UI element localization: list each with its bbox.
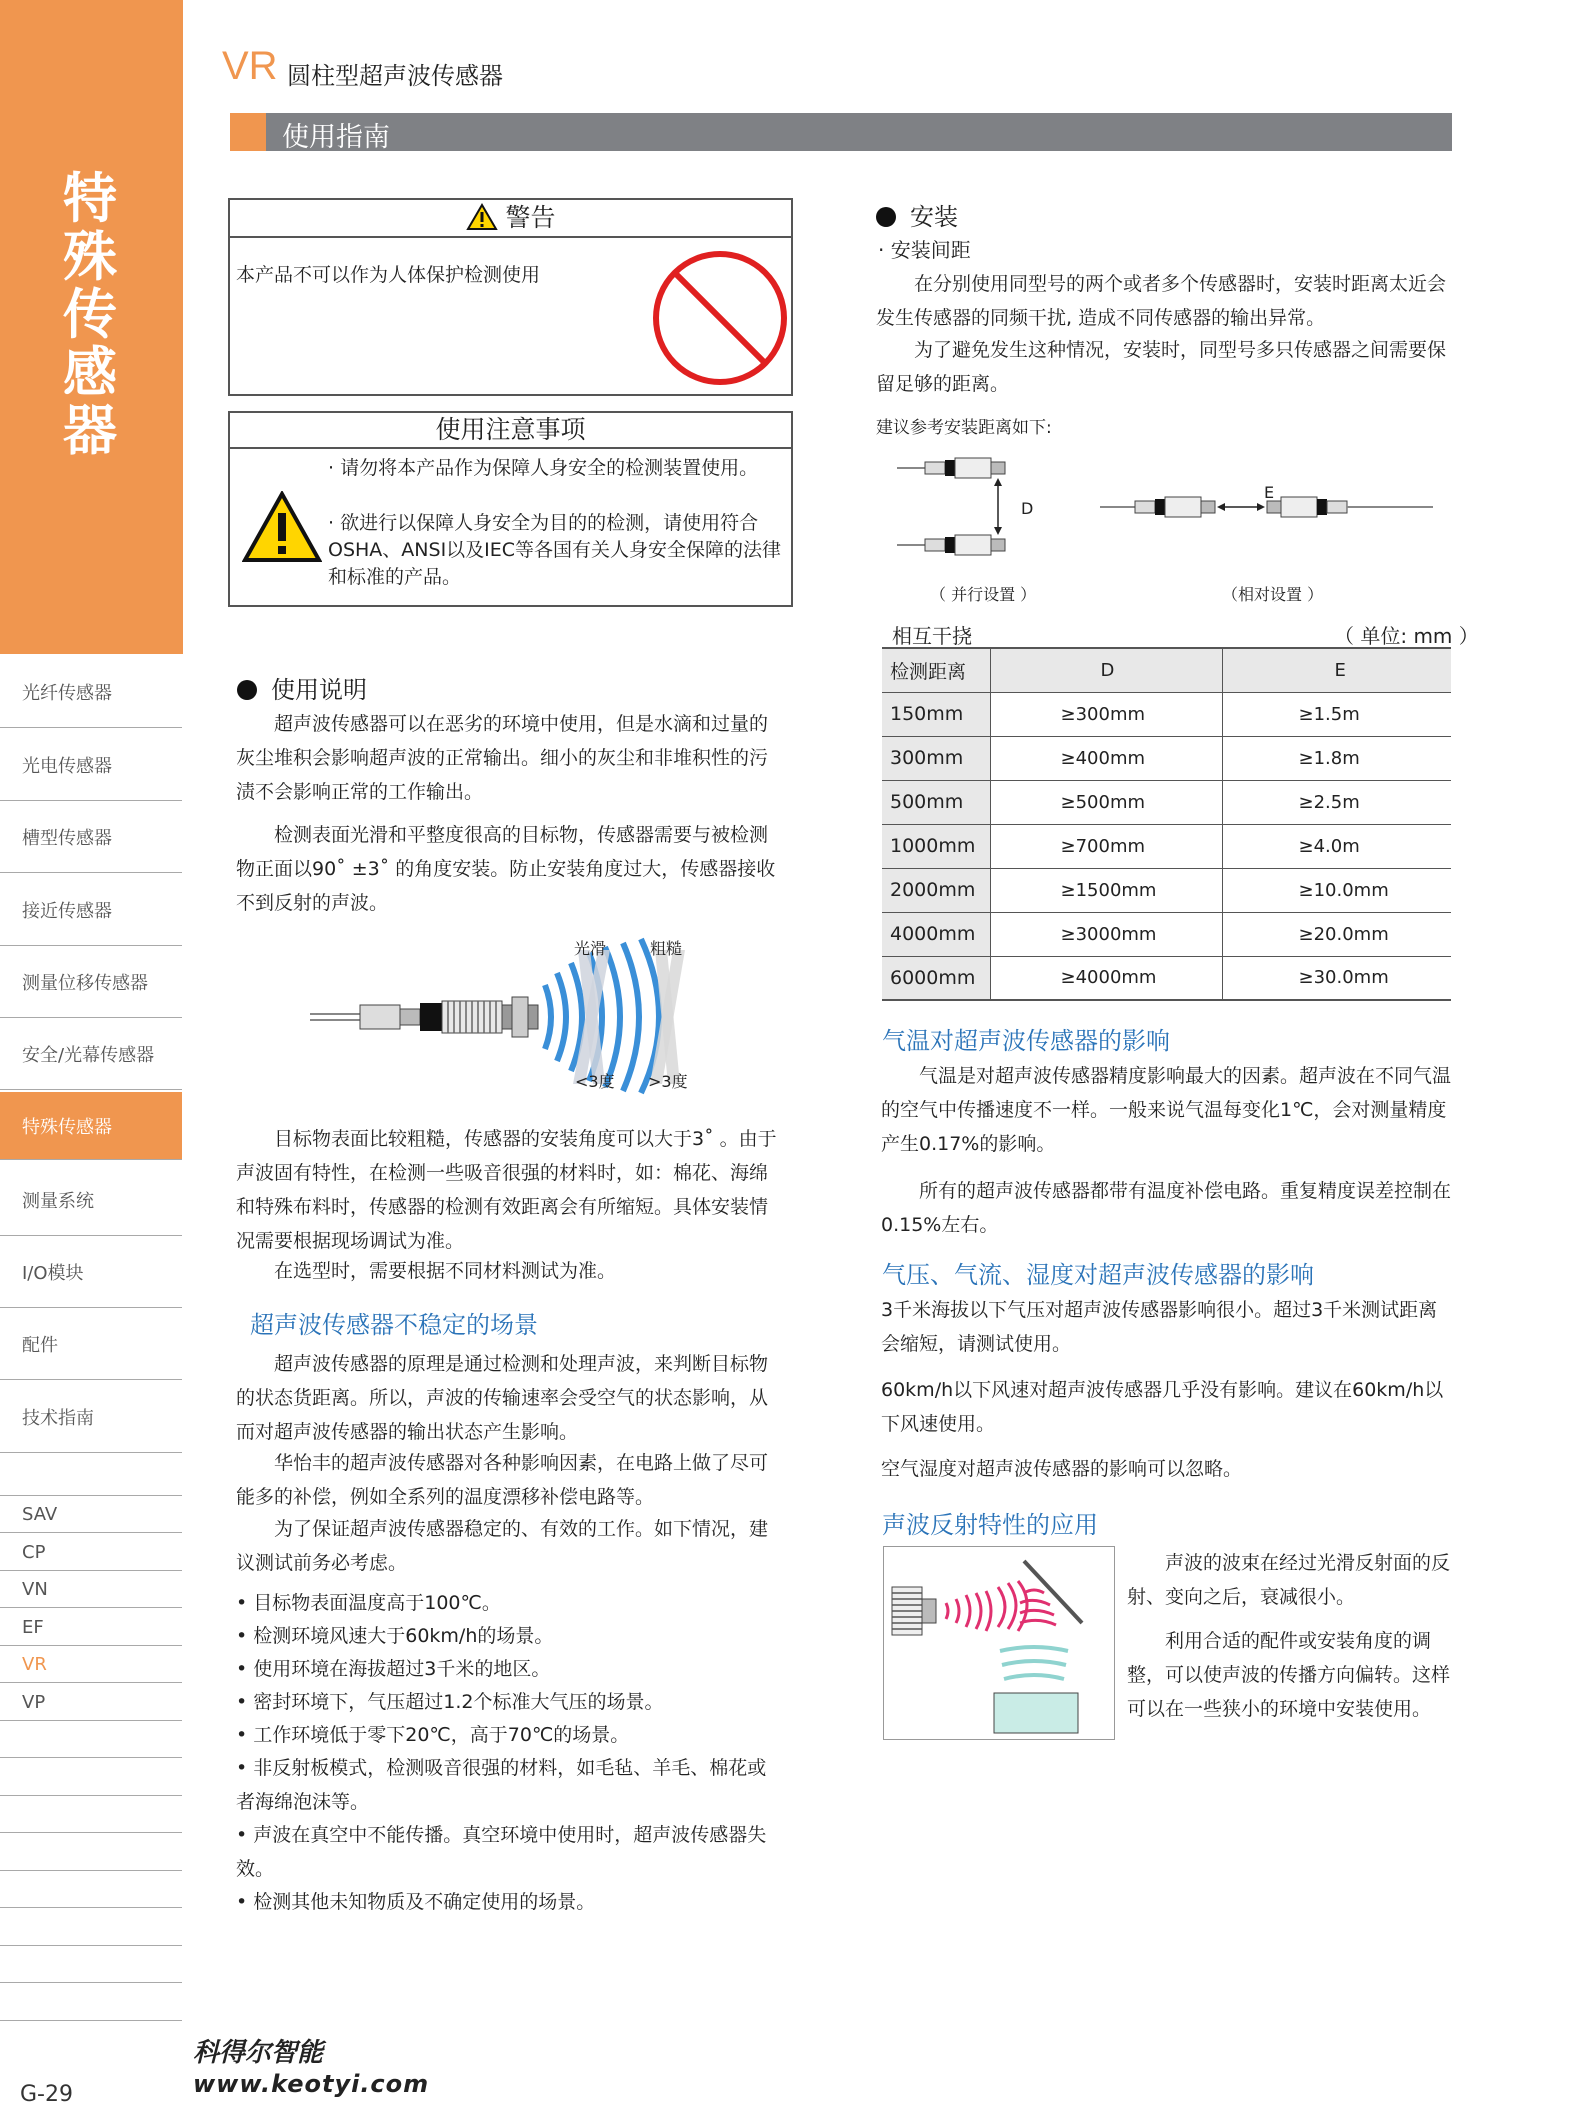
table-cell: 6000mm <box>882 956 990 1000</box>
table-cell: ≥2.5m <box>1222 780 1451 824</box>
reflection-figure-frame <box>883 1546 1115 1740</box>
table-cell: ≥3000mm <box>990 912 1222 956</box>
table-cell: ≥30.0mm <box>1222 956 1451 1000</box>
unstable-bullet: • 检测其他未知物质及不确定使用的场景。 <box>236 1891 596 1913</box>
table-cell: ≥400mm <box>990 736 1222 780</box>
caution-item: · 欲进行以保障人身安全为目的的检测，请使用符合OSHA、ANSI以及IEC等各国有关人身安全保障的法律和标准的产品。 <box>328 512 782 588</box>
table-row <box>882 912 1451 956</box>
table-cell: 150mm <box>882 692 990 736</box>
table-cell: ≥20.0mm <box>1222 912 1451 956</box>
warning-box <box>228 198 793 396</box>
caption-opposite: （相对设置 ） <box>1222 585 1324 604</box>
sidebar-sub-label: SAV <box>22 1503 58 1525</box>
sidebar-item-label: 测量系统 <box>22 1190 94 1212</box>
table-cell: 500mm <box>882 780 990 824</box>
caution-item: · 请勿将本产品作为保障人身安全的检测装置使用。 <box>328 457 759 479</box>
sidebar-item-photoelectric[interactable] <box>0 729 182 801</box>
sidebar-item-safety[interactable] <box>0 1018 182 1090</box>
unstable-bullet: • 目标物表面温度高于100℃。 <box>236 1592 501 1614</box>
table-cell: ≥1.5m <box>1222 692 1451 736</box>
caution-box-header: 使用注意事项 <box>230 413 791 449</box>
header-model: VR <box>222 44 278 88</box>
table-unit: （ 单位: mm ） <box>1334 624 1479 648</box>
table-row <box>882 956 1451 1000</box>
table-header-row <box>882 648 1451 692</box>
table-header-cell: 检测距离 <box>882 648 990 692</box>
sidebar-item-label: 槽型传感器 <box>22 827 112 849</box>
sidebar-sub-ef[interactable] <box>0 1609 182 1646</box>
sidebar-sub-vn[interactable] <box>0 1571 182 1608</box>
sidebar-sub-vp[interactable] <box>0 1684 182 1721</box>
watermark-brand: 科得尔智能 <box>193 2038 324 2068</box>
temperature-paragraph: 气温是对超声波传感器精度影响最大的因素。超声波在不同气温的空气中传播速度不一样。一般来说气温每变化1℃，会对测量精度产生0.17%的影响。 <box>881 1065 1452 1155</box>
table-row <box>882 736 1451 780</box>
sidebar-item-displacement[interactable] <box>0 946 182 1018</box>
install-subheading: · 安装间距 <box>878 238 971 262</box>
unstable-bullet: • 声波在真空中不能传播。真空环境中使用时，超声波传感器失效。 <box>236 1824 767 1880</box>
sidebar-divider <box>0 1982 182 1983</box>
table-cell: ≥700mm <box>990 824 1222 868</box>
unstable-paragraph: 超声波传感器的原理是通过检测和处理声波，来判断目标物的状态货距离。所以，声波的传输速率会受空气的状态影响，从而对超声波传感器的输出状态产生影响。 <box>236 1353 769 1443</box>
unstable-bullet: • 密封环境下，气压超过1.2个标准大气压的场景。 <box>236 1691 664 1713</box>
usage-heading <box>237 670 367 705</box>
table-row <box>882 692 1451 736</box>
section-title: 使用指南 <box>282 122 390 153</box>
sidebar-divider <box>0 1870 182 1871</box>
figure-label-d: D <box>1021 499 1034 518</box>
table-cell: ≥4000mm <box>990 956 1222 1000</box>
interference-table <box>882 647 1451 1001</box>
table-cell: 300mm <box>882 736 990 780</box>
figure-label-lt3: <3度 <box>575 1072 615 1091</box>
install-heading <box>876 197 958 232</box>
sidebar-sub-label: EF <box>22 1616 44 1638</box>
sidebar-item-measurement[interactable] <box>0 1164 182 1236</box>
table-row <box>882 780 1451 824</box>
figure-label-e: E <box>1264 483 1275 502</box>
sidebar-item-label: 技术指南 <box>22 1407 94 1429</box>
install-heading-text: 安装 <box>910 203 958 231</box>
pressure-paragraph: 3千米海拔以下气压对超声波传感器影响很小。超过3千米测试距离会缩短，请测试使用。 <box>881 1299 1438 1355</box>
sidebar-item-proximity[interactable] <box>0 874 182 946</box>
header-product-name: 圆柱型超声波传感器 <box>287 62 503 90</box>
install-paragraph: 建议参考安装距离如下: <box>876 418 1052 438</box>
sidebar-divider <box>0 1907 182 1908</box>
sidebar-item-label: 测量位移传感器 <box>22 972 148 994</box>
sensor-parallel-top <box>897 458 1005 478</box>
figure-label-smooth: 光滑 <box>574 939 607 958</box>
sidebar-item-special[interactable] <box>0 1092 182 1160</box>
sidebar-sub-vr[interactable] <box>0 1646 182 1683</box>
sensor-angle-figure <box>305 935 765 1095</box>
caution-box <box>228 411 793 607</box>
reflection-heading: 声波反射特性的应用 <box>882 1511 1098 1539</box>
unstable-paragraph: 华怡丰的超声波传感器对各种影响因素，在电路上做了尽可能多的补偿，例如全系列的温度漂移补偿电路等。 <box>236 1452 769 1508</box>
table-cell: 2000mm <box>882 868 990 912</box>
temperature-heading: 气温对超声波传感器的影响 <box>882 1027 1170 1055</box>
unstable-bullet: • 使用环境在海拔超过3千米的地区。 <box>236 1658 551 1680</box>
pressure-paragraph: 空气湿度对超声波传感器的影响可以忽略。 <box>881 1458 1243 1480</box>
table-header-cell: E <box>1222 648 1451 692</box>
sidebar-item-fiber[interactable] <box>0 656 182 728</box>
sidebar-item-accessories[interactable] <box>0 1308 182 1380</box>
unstable-paragraph: 为了保证超声波传感器稳定的、有效的工作。如下情况，建议测试前务必考虑。 <box>236 1518 769 1574</box>
sensor-opposite-left <box>1100 497 1215 517</box>
pressure-paragraph: 60km/h以下风速对超声波传感器几乎没有影响。建议在60km/h以下风速使用。 <box>881 1379 1444 1435</box>
reflection-figure <box>884 1547 1114 1739</box>
sidebar-sub-sav[interactable] <box>0 1496 182 1533</box>
pressure-heading: 气压、气流、湿度对超声波传感器的影响 <box>882 1261 1314 1289</box>
sensor-parallel-bottom <box>897 535 1005 555</box>
sidebar-divider <box>0 1832 182 1833</box>
bullet-dot-icon <box>237 680 257 700</box>
sidebar-divider <box>0 1795 182 1796</box>
warning-text: 本产品不可以作为人体保护检测使用 <box>236 264 541 286</box>
figure-label-rough: 粗糙 <box>650 939 683 958</box>
usage-paragraph: 检测表面光滑和平整度很高的目标物，传感器需要与被检测物正面以90˚ ±3˚ 的角度安装。防止安装角度过大，传感器接收不到反射的声波。 <box>236 824 776 914</box>
reflection-paragraph: 声波的波束在经过光滑反射面的反射、变向之后，衰减很小。 <box>1127 1552 1451 1608</box>
table-cell: ≥10.0mm <box>1222 868 1451 912</box>
sidebar-item-label: 光电传感器 <box>22 755 112 777</box>
temperature-paragraph: 所有的超声波传感器都带有温度补偿电路。重复精度误差控制在0.15%左右。 <box>881 1180 1452 1236</box>
sidebar-item-io[interactable] <box>0 1236 182 1308</box>
sidebar-category-title: 特殊传感器 <box>63 167 117 462</box>
page-number: G-29 <box>20 2082 73 2107</box>
table-cell: 4000mm <box>882 912 990 956</box>
section-bar-accent <box>230 113 266 151</box>
sidebar-item-label: 配件 <box>22 1334 58 1356</box>
sidebar-sub-label: CP <box>22 1541 46 1563</box>
table-header-cell: D <box>990 648 1222 692</box>
table-row <box>882 824 1451 868</box>
usage-paragraph: 目标物表面比较粗糙，传感器的安装角度可以大于3˚ 。由于声波固有特性，在检测一些吸音很强的材料时，如：棉花、海绵和特殊布料时，传感器的检测有效距离会有所缩短。具体安装情况需要根据现场调试为准。 <box>236 1128 777 1252</box>
table-title: 相互干挠 <box>892 624 972 648</box>
install-paragraph: 在分别使用同型号的两个或者多个传感器时，安装时距离太近会发生传感器的同频干扰, 造成不同传感器的输出异常。 <box>876 273 1447 329</box>
warning-triangle-icon <box>466 203 498 231</box>
caption-parallel: （ 并行设置 ） <box>930 585 1037 604</box>
unstable-bullet: • 工作环境低于零下20℃，高于70℃的场景。 <box>236 1724 630 1746</box>
watermark-url: www.keotyi.com <box>193 2070 430 2098</box>
install-distance-figure <box>895 450 1435 565</box>
sidebar-divider <box>0 1757 182 1758</box>
unstable-bullet: • 非反射板模式，检测吸音很强的材料，如毛毡、羊毛、棉花或 者海绵泡沫等。 <box>236 1757 767 1813</box>
usage-paragraph: 超声波传感器可以在恶劣的环境中使用，但是水滴和过量的灰尘堆积会影响超声波的正常输出。细小的灰尘和非堆积性的污渍不会影响正常的工作输出。 <box>236 713 769 803</box>
sidebar-sub-cp[interactable] <box>0 1534 182 1571</box>
section-bar <box>230 113 1452 151</box>
usage-heading-text: 使用说明 <box>271 676 367 704</box>
sensor-opposite-right <box>1267 497 1433 517</box>
table-cell: ≥1.8m <box>1222 736 1451 780</box>
install-paragraph: 为了避免发生这种情况，安装时，同型号多只传感器之间需要保留足够的距离。 <box>876 339 1447 395</box>
sidebar-item-label: 特殊传感器 <box>22 1116 112 1138</box>
unstable-heading: 超声波传感器不稳定的场景 <box>250 1311 538 1339</box>
warning-box-header <box>230 200 791 238</box>
sidebar-sub-label: VR <box>22 1653 47 1675</box>
sidebar-sub-label: VN <box>22 1578 48 1600</box>
warning-title: 警告 <box>505 203 556 232</box>
sidebar-item-label: 安全/光幕传感器 <box>22 1044 155 1066</box>
sidebar-item-label: 光纤传感器 <box>22 682 112 704</box>
prohibited-icon <box>650 248 790 388</box>
table-row <box>882 868 1451 912</box>
sidebar-sub-label: VP <box>22 1691 46 1713</box>
reflection-paragraph: 利用合适的配件或安装角度的调整，可以使声波的传播方向偏转。这样可以在一些狭小的环境中安装使用。 <box>1127 1630 1451 1720</box>
table-cell: ≥4.0m <box>1222 824 1451 868</box>
table-cell: ≥300mm <box>990 692 1222 736</box>
sidebar-item-technical[interactable] <box>0 1381 182 1453</box>
unstable-bullet: • 检测环境风速大于60km/h的场景。 <box>236 1625 554 1647</box>
sidebar-item-slot[interactable] <box>0 801 182 873</box>
table-cell: ≥1500mm <box>990 868 1222 912</box>
sidebar-divider <box>0 1945 182 1946</box>
warning-triangle-icon <box>242 491 322 563</box>
sidebar-divider <box>0 2020 182 2021</box>
table-cell: 1000mm <box>882 824 990 868</box>
bullet-dot-icon <box>876 207 896 227</box>
table-cell: ≥500mm <box>990 780 1222 824</box>
figure-label-gt3: >3度 <box>648 1072 688 1091</box>
sidebar-item-label: 接近传感器 <box>22 900 112 922</box>
usage-paragraph: 在选型时，需要根据不同材料测试为准。 <box>274 1260 617 1282</box>
sidebar-item-label: I/O模块 <box>22 1262 84 1284</box>
